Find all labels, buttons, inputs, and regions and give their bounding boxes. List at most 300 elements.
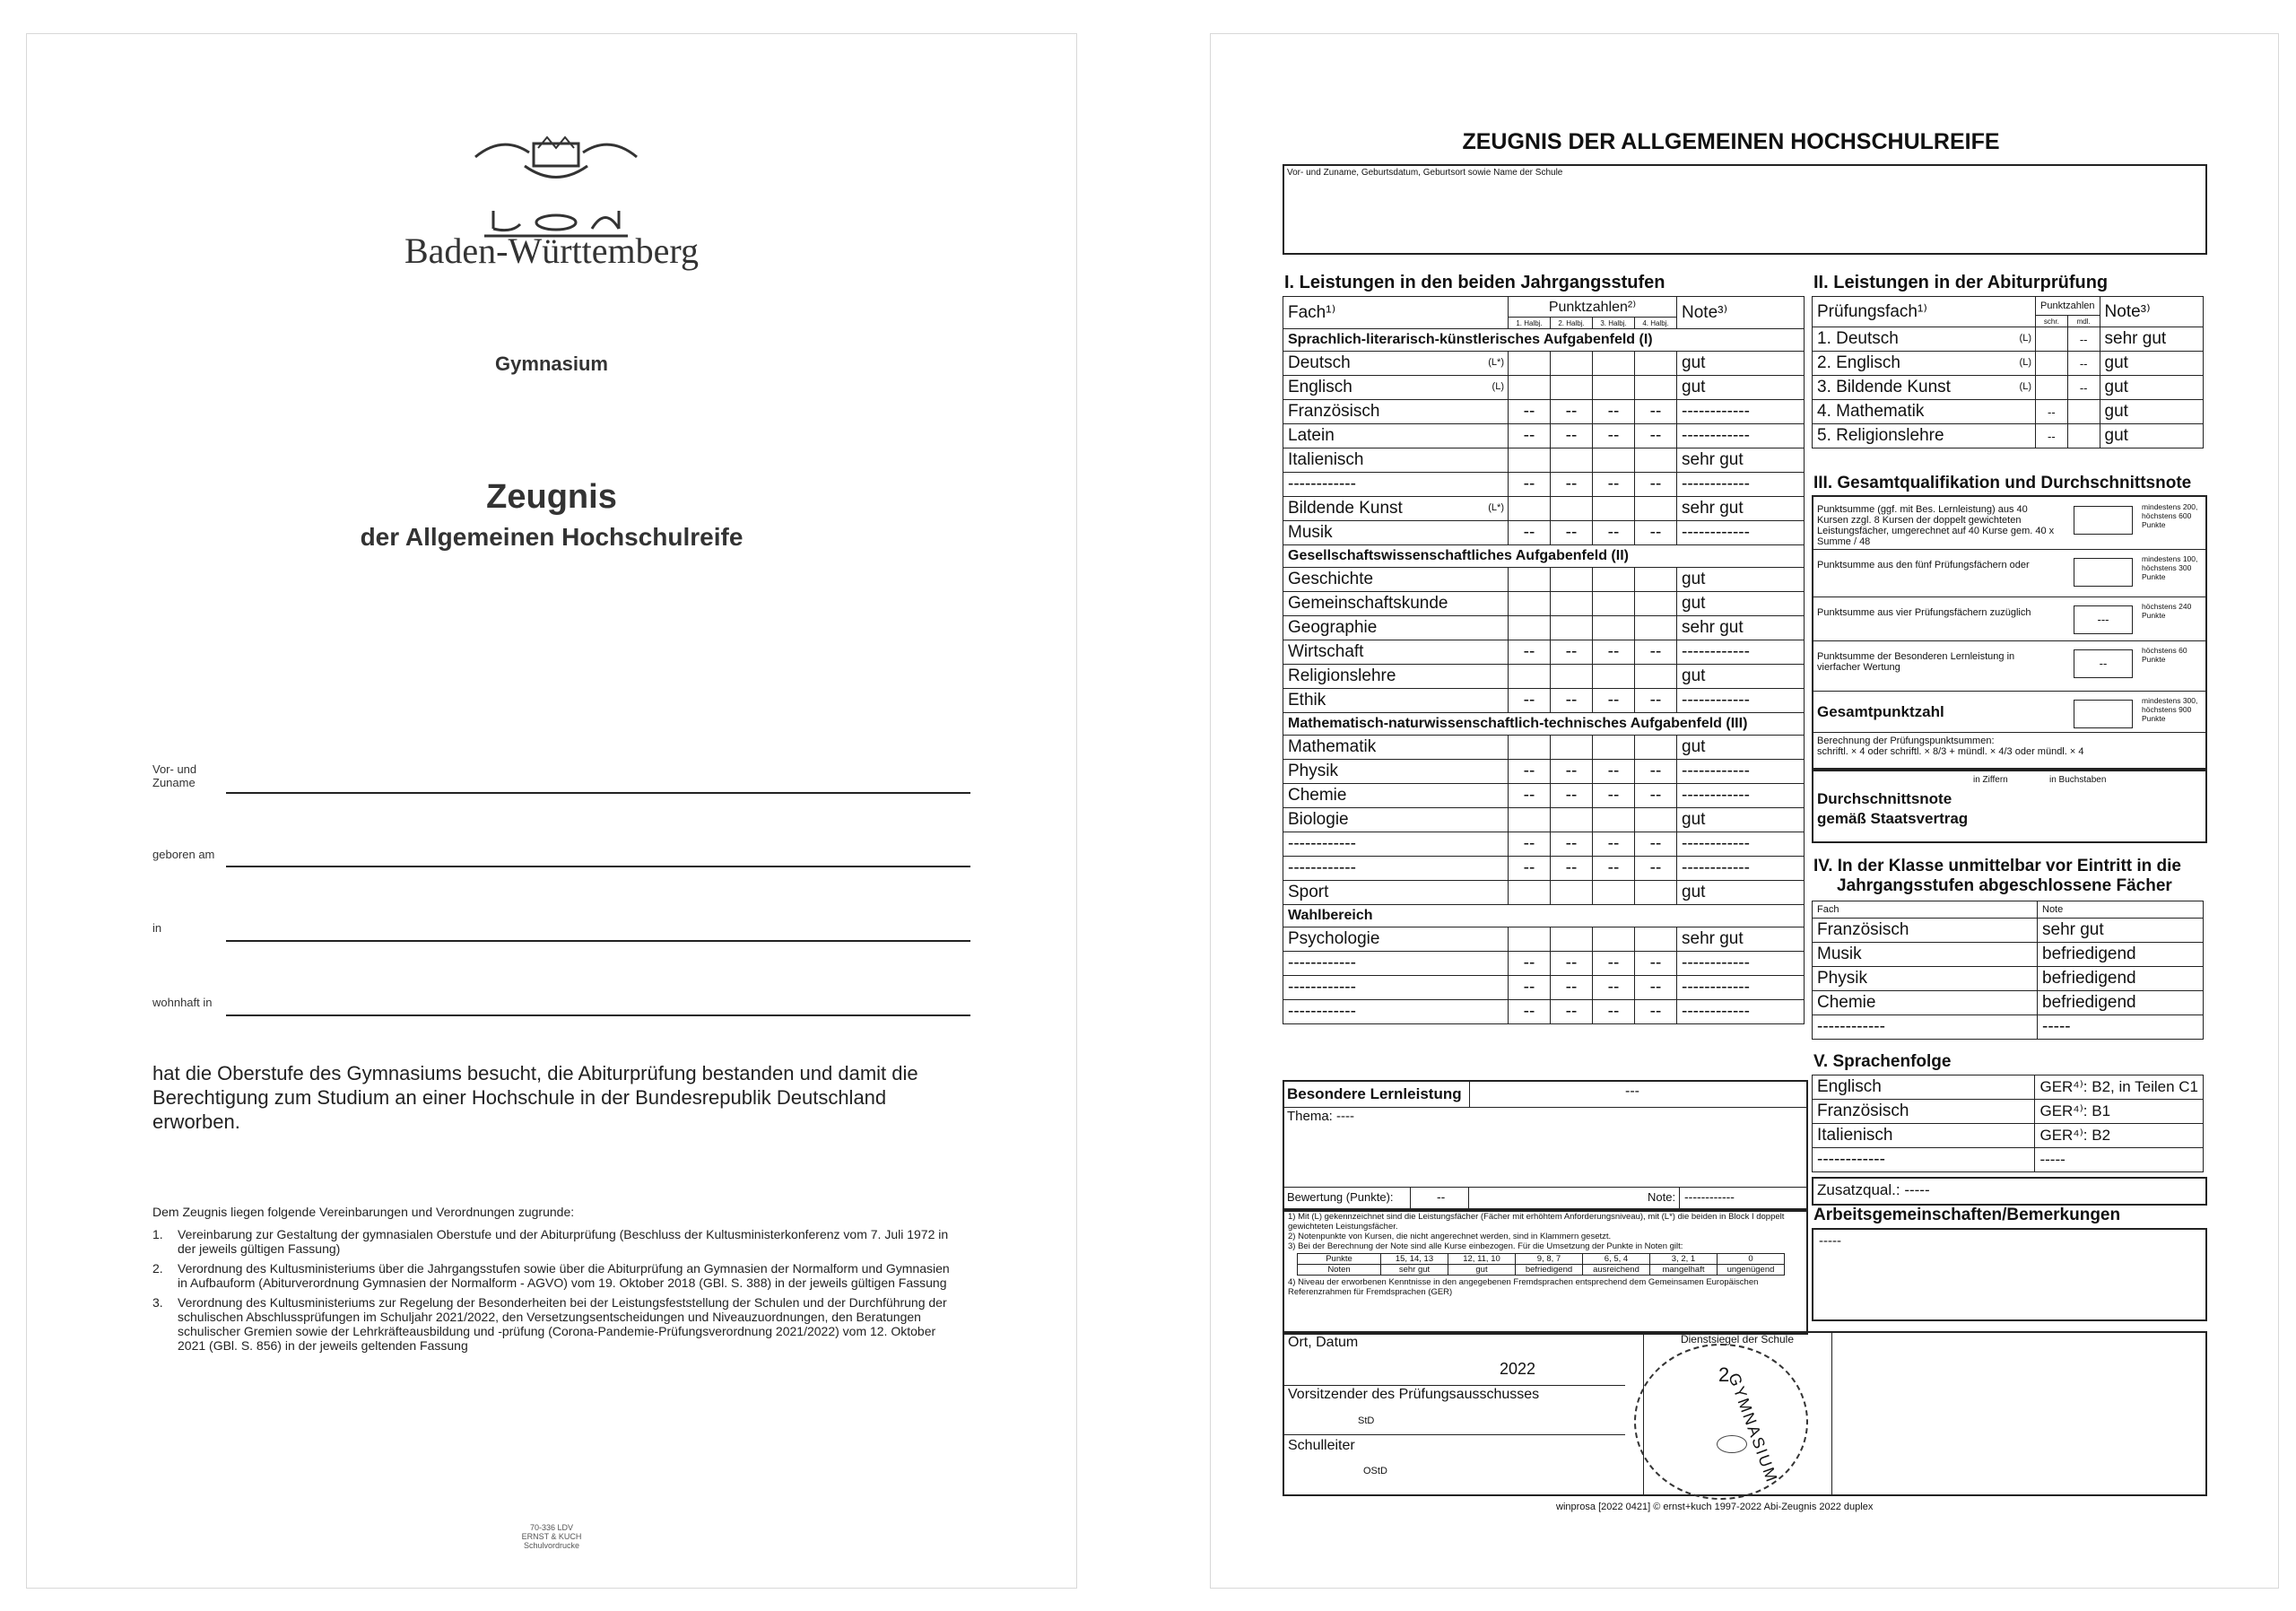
points-cell: -- [1551,832,1593,857]
exam-row [1813,352,2204,376]
points-cell: -- [1551,521,1593,545]
grade-cell: ------------ [1677,760,1805,784]
points-cell: -- [1509,952,1551,976]
points-cell [1551,736,1593,760]
remarks-box [1812,1228,2207,1321]
conversion-grade-cell: gut [1448,1265,1516,1276]
points-cell: -- [1593,400,1635,424]
points-cell [1635,497,1677,521]
grade-conversion-table [1297,1253,1785,1276]
points-cell [1635,736,1677,760]
field-line-birthplace[interactable] [226,940,970,942]
points-cell [1509,927,1551,952]
points-cell [1551,927,1593,952]
subject-name: Gemeinschaftskunde [1288,594,1448,613]
field-line-birthdate[interactable] [226,866,970,867]
points-cell: -- [1551,976,1593,1000]
qualification-row [1813,600,2205,640]
points-cell [1509,568,1551,592]
document-subtitle: der Allgemeinen Hochschulreife [360,523,744,551]
subject-cell [1283,857,1509,881]
points-cell [1593,376,1635,400]
exam-row [1813,376,2204,400]
points-cell [1635,927,1677,952]
points-cell: -- [1593,424,1635,448]
subject-cell [1283,497,1509,521]
subject-area-label: Mathematisch-naturwissenschaftlich-technisches Aufgabenfeld (III) [1283,713,1805,736]
regulation-item: 1. Vereinbarung zur Gestaltung der gymnasialen Oberstufe und der Abiturprüfung (Beschluss der Kultusministerkonferenz vom 7. Juli 1972 in der jeweils gültigen Fassung) [152,1227,949,1256]
previous-subject-name: ------------ [1813,1015,2038,1040]
conversion-grade-cell: Noten [1298,1265,1381,1276]
bl-label: Besondere Lernleistung [1287,1085,1462,1102]
col-header-h2: 2. Halbj. [1551,318,1593,329]
grade-row [1283,857,1805,881]
points-cell: -- [1551,1000,1593,1024]
grade-cell: gut [1677,376,1805,400]
special-achievement-box [1283,1080,1808,1212]
grade-row [1283,881,1805,905]
points-cell: -- [1551,400,1593,424]
language-name: Englisch [1813,1075,2035,1100]
points-cell [1635,352,1677,376]
language-level: ----- [2035,1148,2204,1172]
points-cell [1551,808,1593,832]
previous-subject-grade: befriedigend [2038,991,2204,1015]
previous-subject-row [1813,919,2204,943]
points-cell: -- [1509,473,1551,497]
grade-row [1283,640,1805,665]
subject-name: Geschichte [1288,570,1374,588]
name-box-label: Vor- und Zuname, Geburtsdatum, Geburtsort sowie Name der Schule [1287,168,1563,178]
points-cell [1593,927,1635,952]
exam-subject-cell [1813,400,2036,424]
field-label-birthdate: geboren am [152,848,215,861]
exam-subject-cell [1813,424,2036,448]
footnotes-box [1283,1208,1808,1335]
exam-grade-cell: gut [2100,376,2203,400]
additional-qualification: Zusatzqual.: ----- [1812,1177,2207,1206]
software-footer: winprosa [2022 0421] © ernst+kuch 1997-2022 Abi-Zeugnis 2022 duplex [1556,1502,1874,1512]
exam-row [1813,400,2204,424]
subject-name: Englisch [1288,378,1352,396]
exam-grade-cell: gut [2100,400,2203,424]
conversion-points-cell: 9, 8, 7 [1516,1254,1583,1265]
name-box[interactable] [1283,164,2207,255]
grade-row [1283,424,1805,448]
subject-cell [1283,760,1509,784]
points-cell [1635,568,1677,592]
bl-note-label: Note: [1648,1190,1676,1204]
subject-name: ------------ [1288,834,1356,853]
points-cell [1551,448,1593,473]
points-cell [1635,448,1677,473]
subject-name: Chemie [1288,786,1347,805]
exam-subject-name: 1. Deutsch [1817,329,1899,348]
grade-cell: gut [1677,736,1805,760]
previous-subject-name: Musik [1813,943,2038,967]
conversion-points-cell: 0 [1718,1254,1785,1265]
points-cell: -- [1509,400,1551,424]
grade-row [1283,952,1805,976]
grade-cell: ------------ [1677,521,1805,545]
qualification-value-box[interactable] [2074,558,2133,587]
points-cell [1635,808,1677,832]
points-cell: -- [1593,689,1635,713]
points-cell [1551,352,1593,376]
qualification-text: Punktsumme (ggf. mit Bes. Lernleistung) aus 40 Kursen zzgl. 8 Kursen der doppelt gewichteten Leistungsfächer, umgerechnet auf 40 Kurse gem. 40 x Summe / 48 [1817,504,2055,547]
qualification-limits: höchstens 240 Punkte [2142,602,2192,620]
previous-subject-grade: befriedigend [2038,943,2204,967]
points-cell: -- [1635,976,1677,1000]
language-level: GER⁴⁾: B1 [2035,1100,2204,1124]
language-row [1813,1075,2204,1100]
document-title: Zeugnis [486,478,617,516]
exam-table [1812,296,2204,448]
points-cell [1635,376,1677,400]
grade-row [1283,400,1805,424]
points-cell: -- [1635,857,1677,881]
points-cell [1509,592,1551,616]
points-cell: -- [1551,473,1593,497]
points-cell: -- [1635,832,1677,857]
footnote-2: 2) Notenpunkte von Kursen, die nicht angerechnet werden, sind in Klammern gesetzt. [1288,1232,1612,1241]
remarks-value: ----- [1819,1233,1841,1249]
course-level-tag: (L) [2019,357,2031,368]
qualification-row [1813,644,2205,684]
bl-thema: Thema: ---- [1287,1109,1355,1124]
points-cell: -- [1551,640,1593,665]
previous-subject-row [1813,943,2204,967]
exam-header-schr: schr. [2036,316,2068,327]
footnote-1: 1) Mit (L) gekennzeichnet sind die Leistungsfächer (Fächer mit erhöhtem Anforderungsniveau), mit (L*) die beiden in Block I doppelt gewichteten Leistungsfächer. [1288,1212,1785,1232]
points-cell: -- [1509,857,1551,881]
qualification-row [1813,694,2205,734]
points-cell: -- [1509,521,1551,545]
conversion-points-cell: Punkte [1298,1254,1381,1265]
oral-points-cell: -- [2067,376,2100,400]
bl-bewertung-label: Bewertung (Punkte): [1287,1190,1394,1204]
conversion-grade-cell: mangelhaft [1650,1265,1718,1276]
previous-subject-row [1813,1015,2204,1040]
exam-subject-cell [1813,327,2036,352]
state-name: Baden-Württemberg [404,231,700,271]
school-seal-icon: GYMNASIUM 2 [1634,1344,1808,1500]
grade-row [1283,808,1805,832]
points-cell: -- [1635,952,1677,976]
field-line-residence[interactable] [226,1014,970,1016]
subject-cell [1283,424,1509,448]
language-table [1812,1075,2204,1172]
written-points-cell [2036,376,2068,400]
grade-cell: gut [1677,568,1805,592]
subject-cell [1283,952,1509,976]
exam-header-fach: Prüfungsfach¹⁾ [1813,297,2036,327]
grade-cell: sehr gut [1677,927,1805,952]
qualification-value-box[interactable] [2074,700,2133,728]
points-cell [1509,808,1551,832]
previous-subject-name: Chemie [1813,991,2038,1015]
grade-row [1283,352,1805,376]
subject-name: Geographie [1288,618,1378,637]
subject-cell [1283,808,1509,832]
points-cell: -- [1635,640,1677,665]
qualification-limits: mindestens 300, höchstens 900 Punkte [2142,696,2198,723]
grade-row [1283,976,1805,1000]
written-points-cell: -- [2036,400,2068,424]
exam-subject-name: 4. Mathematik [1817,402,1925,421]
subject-area-label: Sprachlich-literarisch-künstlerisches Aufgabenfeld (I) [1283,329,1805,352]
points-cell [1551,497,1593,521]
points-cell [1509,497,1551,521]
field-label-name: Vor- und Zuname [152,762,197,789]
subject-name: Bildende Kunst [1288,499,1403,518]
subject-name: Französisch [1288,402,1380,421]
col-header-h4: 4. Halbj. [1635,318,1677,329]
points-cell [1593,352,1635,376]
grade-row [1283,497,1805,521]
section-1-title: I. Leistungen in den beiden Jahrgangsstufen [1284,273,1665,292]
calc-note: Berechnung der Prüfungspunktsummen: schriftl. × 4 oder schriftl. × 8/3 + mündl. × 4/3 oder mündl. × 4 [1817,736,2084,757]
points-cell [1509,665,1551,689]
points-cell [1551,665,1593,689]
course-level-tag: (L*) [1488,357,1504,368]
subject-cell [1283,976,1509,1000]
points-cell [1551,616,1593,640]
subject-cell [1283,881,1509,905]
points-cell: -- [1593,1000,1635,1024]
exam-header-mdl: mdl. [2067,316,2100,327]
bl-note-value: ------------ [1684,1189,1735,1204]
points-cell [1551,568,1593,592]
prev-header-fach: Fach [1813,901,2038,919]
points-cell [1509,616,1551,640]
principal-title: OStD [1363,1466,1387,1476]
signature-block [1283,1331,2207,1496]
grade-cell: ------------ [1677,424,1805,448]
grade-cell: gut [1677,665,1805,689]
points-cell [1593,736,1635,760]
previous-subject-name: Französisch [1813,919,2038,943]
regulations-list [152,1227,960,1353]
subject-name: Biologie [1288,810,1349,829]
chair-label: Vorsitzender des Prüfungsausschusses [1288,1387,1540,1402]
points-cell: -- [1593,473,1635,497]
grade-cell: ------------ [1677,976,1805,1000]
points-cell: -- [1635,784,1677,808]
subject-name: ------------ [1288,978,1356,997]
points-cell [1509,736,1551,760]
language-name: Italienisch [1813,1124,2035,1148]
qualification-value-box[interactable] [2074,605,2133,634]
col-header-note: Note³⁾ [1677,297,1805,329]
footnote-4: 4) Niveau der erworbenen Kenntnisse in den angegebenen Fremdsprachen entsprechend dem Gemeinsamen Europäischen Referenzrahmen für Fremdsprachen (GER) [1288,1277,1759,1297]
year-value: 2022 [1500,1360,1536,1378]
subject-cell [1283,448,1509,473]
subject-cell [1283,521,1509,545]
subject-name: Physik [1288,762,1338,780]
grade-row [1283,736,1805,760]
subject-name: Wirtschaft [1288,642,1364,661]
points-cell: -- [1635,689,1677,713]
previous-subject-grade: befriedigend [2038,967,2204,991]
subject-name: ------------ [1288,475,1356,493]
points-cell: -- [1551,952,1593,976]
grade-cell: ------------ [1677,1000,1805,1024]
points-cell: -- [1593,857,1635,881]
regulations-intro: Dem Zeugnis liegen folgende Vereinbarungen und Verordnungen zugrunde: [152,1205,575,1219]
field-line-name[interactable] [226,792,970,794]
language-name: ------------ [1813,1148,2035,1172]
grade-row [1283,376,1805,400]
grade-cell: ------------ [1677,832,1805,857]
qualification-row [1813,501,2205,547]
points-cell [1593,665,1635,689]
previous-subject-grade: ----- [2038,1015,2204,1040]
principal-label: Schulleiter [1288,1438,1355,1453]
qualification-text: Punktsumme aus vier Prüfungsfächern zuzüglich [1817,607,2031,618]
exam-subject-cell [1813,376,2036,400]
points-cell: -- [1551,857,1593,881]
qualification-value-box[interactable] [2074,506,2133,535]
points-cell [1509,448,1551,473]
oral-points-cell [2067,424,2100,448]
field-label-residence: wohnhaft in [152,996,213,1009]
subject-name: Mathematik [1288,737,1377,756]
points-cell: -- [1509,1000,1551,1024]
course-level-tag: (L) [2019,333,2031,344]
points-cell: -- [1509,976,1551,1000]
points-cell [1509,352,1551,376]
points-cell [1635,665,1677,689]
points-cell: -- [1593,760,1635,784]
conversion-grade-cell: befriedigend [1516,1265,1583,1276]
grade-row [1283,448,1805,473]
points-cell: -- [1635,1000,1677,1024]
section-header-row [1283,905,1805,927]
subject-cell [1283,1000,1509,1024]
grade-cell: gut [1677,808,1805,832]
points-cell: -- [1509,424,1551,448]
points-cell: -- [1635,521,1677,545]
remarks-title: Arbeitsgemeinschaften/Bemerkungen [1813,1206,2121,1224]
exam-grade-cell: sehr gut [2100,327,2203,352]
exam-subject-name: 5. Religionslehre [1817,426,1944,445]
grade-row [1283,592,1805,616]
points-cell [1551,592,1593,616]
subject-cell [1283,568,1509,592]
subject-name: ------------ [1288,954,1356,972]
grade-row [1283,568,1805,592]
previous-subject-row [1813,991,2204,1015]
certificate-cover-page [27,34,1076,1588]
points-cell: -- [1551,424,1593,448]
grade-row [1283,1000,1805,1024]
subject-area-label: Wahlbereich [1283,905,1805,927]
points-cell: -- [1551,689,1593,713]
points-cell [1509,881,1551,905]
points-cell [1593,592,1635,616]
qualification-value-box[interactable] [2074,649,2133,678]
grade-cell: ------------ [1677,640,1805,665]
section-5-title: V. Sprachenfolge [1813,1052,1952,1071]
subject-cell [1283,616,1509,640]
certificate-grades-page [1211,34,2278,1588]
grade-row [1283,927,1805,952]
points-cell: -- [1593,976,1635,1000]
exam-subject-name: 3. Bildende Kunst [1817,378,1951,396]
bl-bewertung-value: -- [1437,1189,1446,1204]
grade-row [1283,616,1805,640]
points-cell [1509,376,1551,400]
qualification-limits: höchstens 60 Punkte [2142,646,2187,664]
points-cell: -- [1593,952,1635,976]
points-cell: -- [1593,521,1635,545]
grade-cell: gut [1677,352,1805,376]
grades-table-block1 [1283,296,1805,1024]
course-level-tag: (L) [2019,381,2031,392]
qualification-limits: mindestens 200, höchstens 600 Punkte [2142,502,2198,529]
course-level-tag: (L*) [1488,502,1504,513]
regulation-item: 2. Verordnung des Kultusministeriums über die Jahrgangsstufen sowie über die Abiturprüfung an Gymnasien der Normalform und Gymnasien in Aufbauform (Abiturverordnung Gymnasien der Normalform - AGVO) vom 19. Oktober 2018 (GBl. S. 388) in der jeweils gültigen Fassung [152,1261,950,1290]
exam-row [1813,424,2204,448]
regulation-item: 3. Verordnung des Kultusministeriums zur Regelung der Besonderheiten bei der Leistungsfeststellung der Schulen und der Durchführung der schulischen Abschlussprüfungen im Schuljahr 2021/2022, den Versetzungsentscheidungen und Niveauzuordnungen, den Beratungen schulischer Gremien sowie der Lehrkräfteausbildung und -prüfung (Corona-Pandemie-Prüfungsverordnung 2021/2022) vom 12. Oktober 2021 (GBl. S. 856) in der jeweils geltenden Fassung [152,1295,947,1353]
field-label-birthplace: in [152,921,162,935]
statement-text: hat die Oberstufe des Gymnasiums besucht, die Abiturprüfung bestanden und damit die Berechtigung zum Studium an einer Hochschule in der Bundesrepublik Deutschland erworben. [152,1062,918,1133]
chair-title: StD [1358,1415,1375,1426]
language-level: GER⁴⁾: B2 [2035,1124,2204,1148]
conversion-points-cell: 15, 14, 13 [1381,1254,1448,1265]
section-header-row [1283,329,1805,352]
grade-cell: sehr gut [1677,497,1805,521]
language-name: Französisch [1813,1100,2035,1124]
written-points-cell [2036,352,2068,376]
exam-header-punkte: Punktzahlen [2036,297,2100,316]
subject-name: Latein [1288,426,1335,445]
subject-name: ------------ [1288,858,1356,877]
grade-cell: ------------ [1677,952,1805,976]
subject-name: Musik [1288,523,1333,542]
points-cell: -- [1635,473,1677,497]
col-header-fach: Fach¹⁾ [1283,297,1509,329]
points-cell [1551,881,1593,905]
exam-row [1813,327,2204,352]
points-cell: -- [1551,784,1593,808]
bl-value: --- [1625,1084,1639,1099]
points-cell [1551,376,1593,400]
section-2-title: II. Leistungen in der Abiturprüfung [1813,273,2109,292]
grade-cell: ------------ [1677,400,1805,424]
grade-cell: ------------ [1677,857,1805,881]
school-type: Gymnasium [495,353,608,375]
conversion-grade-cell: sehr gut [1381,1265,1448,1276]
points-cell [1593,448,1635,473]
col-header-h3: 3. Halbj. [1593,318,1635,329]
grade-row [1283,689,1805,713]
conversion-points-cell: 6, 5, 4 [1583,1254,1650,1265]
grade-cell: gut [1677,881,1805,905]
exam-grade-cell: gut [2100,424,2203,448]
prev-header-note: Note [2038,901,2204,919]
place-date-label: Ort, Datum [1288,1335,1359,1350]
subject-cell [1283,736,1509,760]
points-cell [1593,497,1635,521]
subject-cell [1283,352,1509,376]
points-cell [1635,592,1677,616]
points-cell: -- [1635,400,1677,424]
subject-area-label: Gesellschaftswissenschaftliches Aufgabenfeld (II) [1283,545,1805,568]
oral-points-cell: -- [2067,327,2100,352]
points-cell: -- [1593,640,1635,665]
